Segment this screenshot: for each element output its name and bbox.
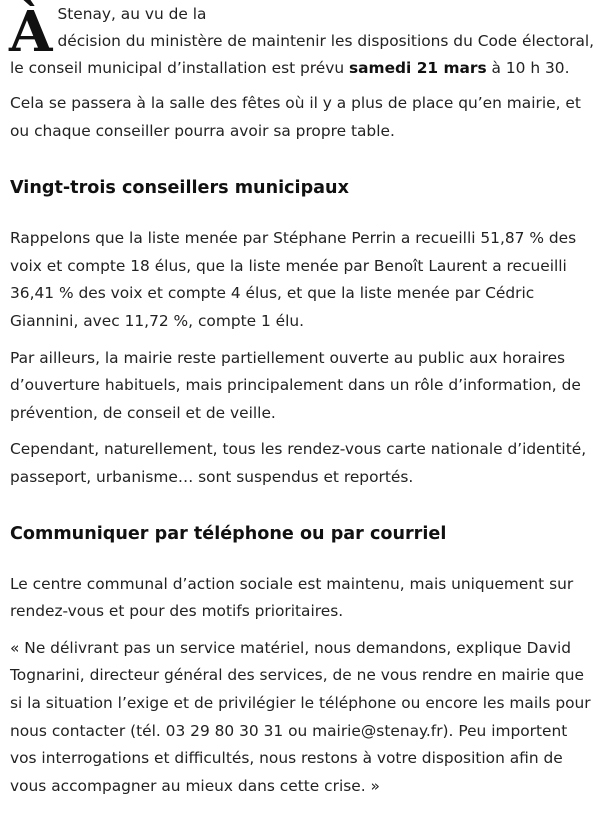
intro-line-3-text: le conseil municipal d’installation est prévu (10, 59, 350, 77)
paragraph-rendez-vous: Cependant, naturellement, tous les rendez-vous carte nationale d’identité, passeport, urbanisme… sont suspendus et reportés. (10, 440, 587, 486)
drop-cap: À (9, 0, 53, 65)
intro-line-3 (10, 55, 597, 82)
paragraph-salle-des-fetes: Cela se passera à la salle des fêtes où il y a plus de place qu’en mairie, et ou chaque conseiller pourra avoir sa propre table. (10, 94, 581, 140)
paragraph-citation: « Ne délivrant pas un service matériel, nous demandons, explique David Tognarini, directeur général des services, de ne vous rendre en mairie que si la situation l’exige et de privilégier le téléphone ou encore les mails pour nous contacter (tél. 03 29 80 30 31 ou mairie@stenay.fr). Peu importent vos interrogations et difficultés, nous restons à votre disposition afin de vous accompagner au mieux dans cette crise. » (10, 638, 591, 795)
section-heading-conseillers: Vingt-trois conseillers municipaux (10, 178, 349, 199)
intro-line-3-time: à 10 h 30. (486, 59, 570, 77)
intro-line-2: décision du ministère de maintenir les dispositions du Code électoral, (57, 32, 595, 50)
meeting-date: samedi 21 mars (349, 59, 487, 77)
paragraph-resultats: Rappelons que la liste menée par Stéphane Perrin a recueilli 51,87 % des voix et compte 18 élus, que la liste menée par Benoît Laurent a recueilli 36,41 % des voix et compte 4 élus, et que la liste menée par Cédric Giannini, avec 11,72 %, compte 1 élu. (10, 229, 577, 330)
intro-paragraph (10, 0, 597, 82)
paragraph-ccas: Le centre communal d’action sociale est maintenu, mais uniquement sur rendez-vous et pour des motifs prioritaires. (10, 574, 574, 621)
paragraph-mairie-ouverte: Par ailleurs, la mairie reste partiellement ouverte au public aux horaires d’ouverture habituels, mais principalement dans un rôle d’information, de prévention, de conseil et de veille. (10, 348, 581, 422)
intro-line-1: Stenay, au vu de la (57, 5, 207, 23)
section-heading-communiquer: Communiquer par téléphone ou par courriel (10, 523, 447, 544)
